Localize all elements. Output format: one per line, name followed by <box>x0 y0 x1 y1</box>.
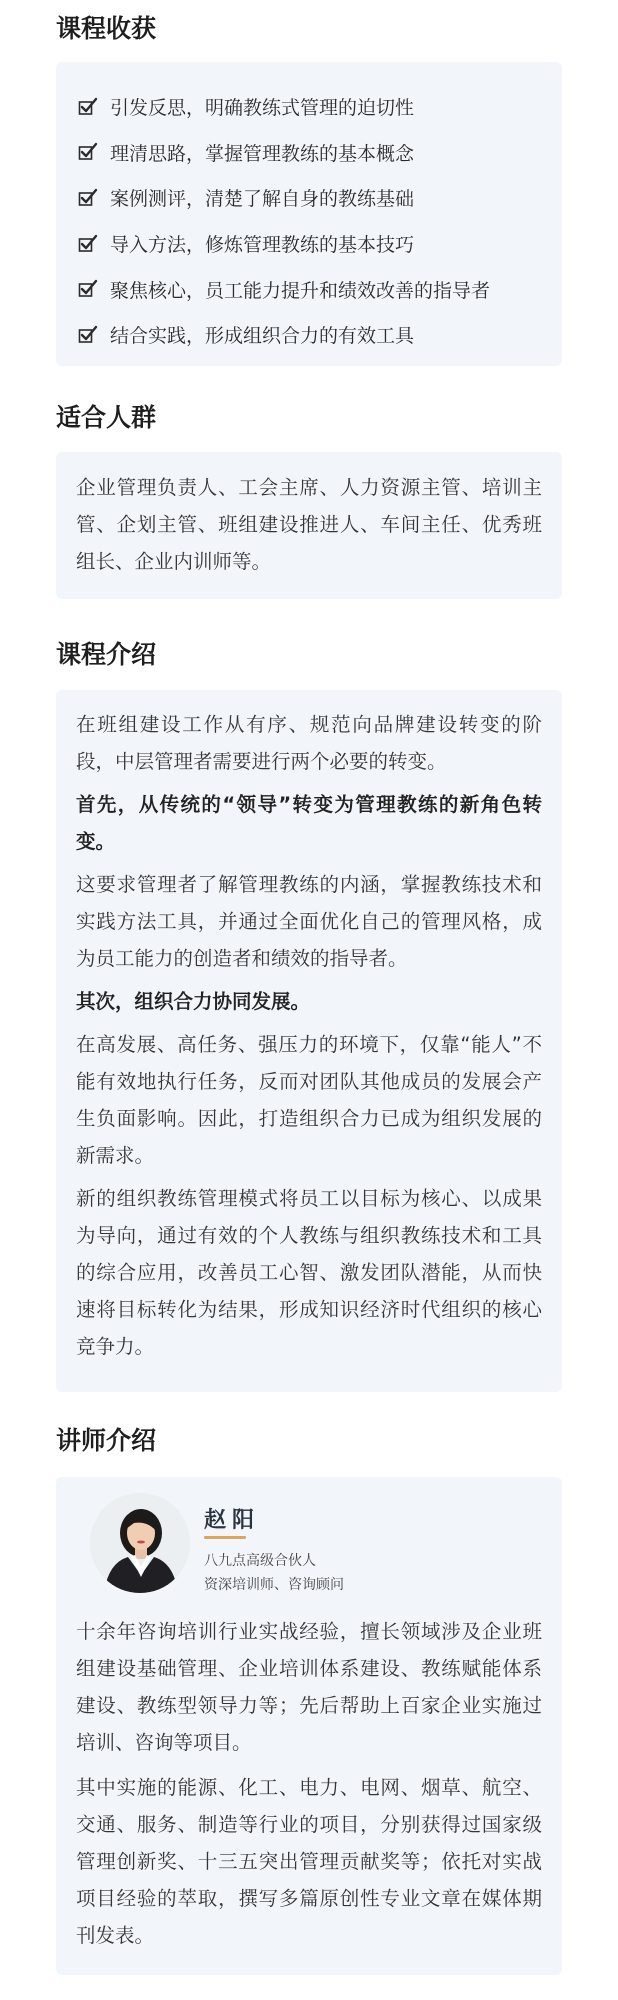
section-title-teacher: 讲师介绍 <box>56 1426 157 1455</box>
section-title-gains: 课程收获 <box>56 14 157 43</box>
teacher-bio-paragraph: 十余年咨询培训行业实战经验，擅长领域涉及企业班组建设基础管理、企业培训体系建设、教练赋能体系建设、教练型领导力等；先后帮助上百家企业实施过培训、咨询等项目。 <box>76 1620 542 1754</box>
teacher-portrait-image <box>90 1493 190 1593</box>
gain-text: 引发反思，明确教练式管理的迫切性 <box>110 97 415 120</box>
teacher-card <box>56 1477 562 1975</box>
checkbox-checked-icon <box>78 97 98 117</box>
gains-list <box>56 62 562 358</box>
gain-text: 聚焦核心，员工能力提升和绩效改善的指导者 <box>110 279 491 302</box>
checkbox-checked-icon <box>78 234 98 254</box>
intro-body <box>56 690 562 1365</box>
list-item <box>78 312 562 358</box>
checkbox-checked-icon <box>78 188 98 208</box>
teacher-bio-paragraph: 其中实施的能源、化工、电力、电网、烟草、航空、交通、服务、制造等行业的项目，分别获得过国家级管理创新奖、十三五突出管理贡献奖等；依托对实战项目经验的萃取，撰写多篇原创性专业文章在媒体期刊发表。 <box>76 1776 542 1947</box>
list-item <box>78 130 562 176</box>
teacher-role: 资深培训师、咨询顾问 <box>204 1577 344 1593</box>
audience-text: 企业管理负责人、工会主席、人力资源主管、培训主管、企划主管、班组建设推进人、车间主任、优秀班组长、企业内训师等。 <box>76 476 542 573</box>
gain-text: 导入方法，修炼管理教练的基本技巧 <box>110 234 415 257</box>
list-item <box>78 221 562 267</box>
list-item <box>78 84 562 130</box>
audience-card <box>56 452 562 599</box>
gains-card <box>56 62 562 366</box>
teacher-role: 八九点高级合伙人 <box>204 1553 316 1569</box>
intro-emphasis: 其次，组织合力协同发展。 <box>76 990 311 1013</box>
intro-paragraph: 这要求管理者了解管理教练的内涵，掌握教练技术和实践方法工具，并通过全面优化自己的管理风格，成为员工能力的创造者和绩效的指导者。 <box>76 873 542 970</box>
list-item <box>78 266 562 312</box>
name-underline <box>204 1536 246 1539</box>
gain-text: 理清思路，掌握管理教练的基本概念 <box>110 142 415 165</box>
list-item <box>78 175 562 221</box>
checkbox-checked-icon <box>78 325 98 345</box>
gain-text: 案例测评，清楚了解自身的教练基础 <box>110 188 415 211</box>
intro-paragraph: 在班组建设工作从有序、规范向品牌建设转变的阶段，中层管理者需要进行两个必要的转变。 <box>76 713 542 773</box>
checkbox-checked-icon <box>78 142 98 162</box>
section-title-intro: 课程介绍 <box>56 640 157 669</box>
teacher-name: 赵阳 <box>204 1508 261 1533</box>
intro-card <box>56 690 562 1392</box>
teacher-bio <box>76 1613 542 1962</box>
section-title-audience: 适合人群 <box>56 403 157 432</box>
intro-emphasis: 首先，从传统的“领导”转变为管理教练的新角色转变。 <box>76 793 542 853</box>
intro-paragraph: 新的组织教练管理模式将员工以目标为核心、以成果为导向，通过有效的个人教练与组织教练技术和工具的综合应用，改善员工心智、激发团队潜能，从而快速将目标转化为结果，形成知识经济时代组织的核心竞争力。 <box>76 1187 542 1358</box>
intro-paragraph: 在高发展、高任务、强压力的环境下，仅靠“能人”不能有效地执行任务，反而对团队其他成员的发展会产生负面影响。因此，打造组织合力已成为组织发展的新需求。 <box>76 1033 542 1167</box>
teacher-avatar <box>90 1493 190 1593</box>
gain-text: 结合实践，形成组织合力的有效工具 <box>110 325 415 348</box>
checkbox-checked-icon <box>78 279 98 299</box>
